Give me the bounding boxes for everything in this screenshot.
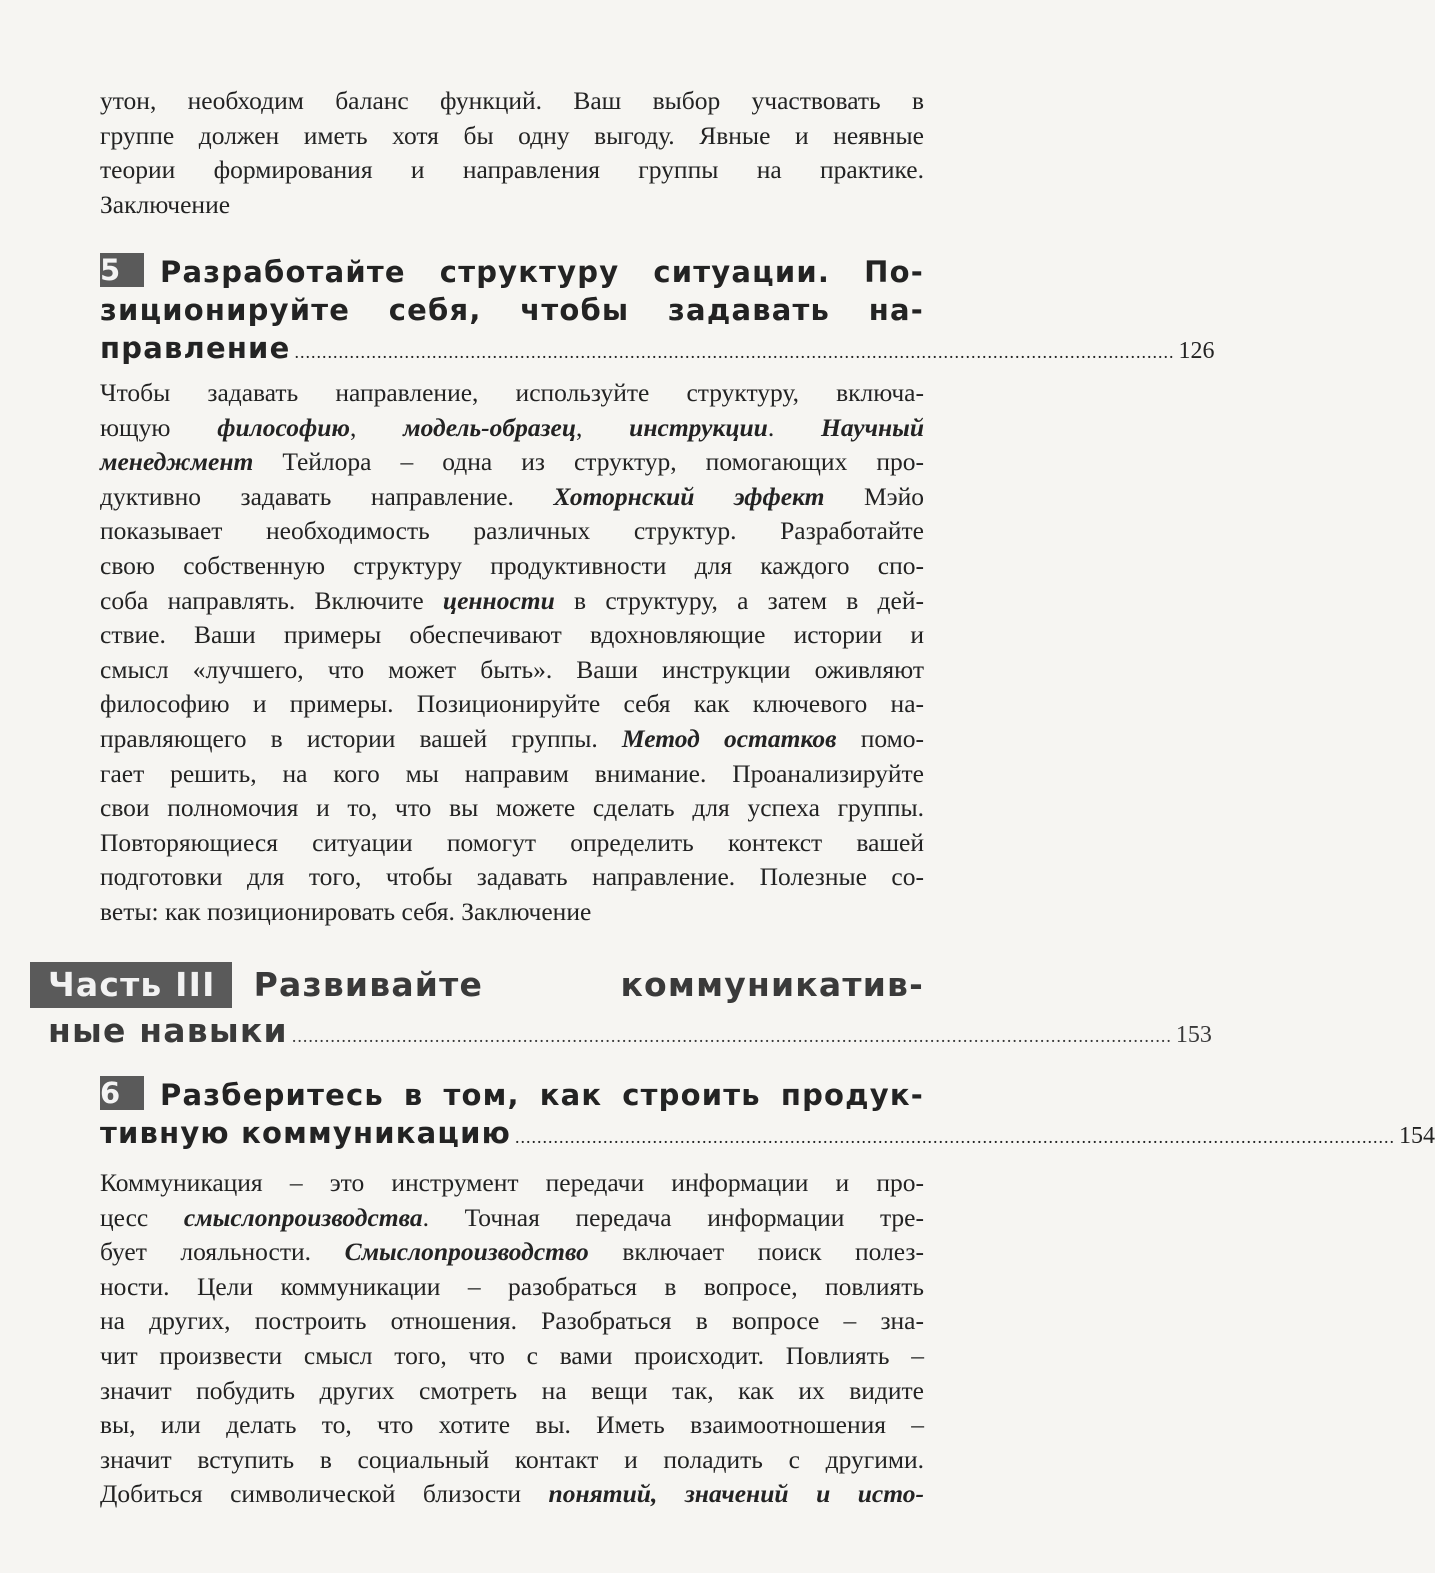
text-line: Чтобы задавать направление, используйте структуру, включа- — [100, 378, 924, 407]
continued-paragraph — [100, 84, 924, 222]
text-line: Коммуникация – это инструмент передачи информации и про- — [100, 1168, 924, 1197]
key-term: Научный — [821, 412, 924, 442]
chapter-title-line: правление — [100, 331, 291, 365]
text-line: группе должен иметь хотя бы одну выгоду. Явные и неявные — [100, 120, 924, 150]
text-line: веты: как позиционировать себя. Заключение — [100, 896, 592, 926]
text-line: значит вступить в социальный контакт и поладить с другими. — [100, 1444, 924, 1474]
text-line: на других, построить отношения. Разобраться в вопросе – зна- — [100, 1306, 924, 1336]
text-line: свою собственную структуру продуктивности для каждого спо- — [100, 550, 924, 580]
text-line: чит произвести смысл того, что с вами происходит. Повлиять – — [100, 1340, 924, 1370]
chapter-6-summary — [100, 1166, 924, 1512]
text-line: соба направлять. Включите ценности в структуру, а затем в дей- — [100, 585, 924, 615]
text-line: подготовки для того, чтобы задавать направление. Полезные со- — [100, 862, 924, 892]
chapter-title-line: Разберитесь в том, как строить продук- — [160, 1078, 924, 1112]
chapter-title-line: Разработайте структуру ситуации. По- — [160, 255, 924, 289]
page-number: 126 — [1178, 338, 1215, 364]
chapter-title-line: зиционируйте себя, чтобы задавать на- — [100, 293, 924, 327]
text-line: ющую философию, модель-образец, инструкции. Научный — [100, 412, 924, 442]
text-line: ности. Цели коммуникации – разобраться в вопросе, повлиять — [100, 1271, 924, 1301]
text-line: смысл «лучшего, что может быть». Ваши инструкции оживляют — [100, 654, 924, 684]
key-term: инструкции — [629, 412, 768, 442]
text-line: философию и примеры. Позиционируйте себя как ключевого на- — [100, 689, 924, 719]
key-term: философию — [217, 412, 351, 442]
chapter-number-badge: 6 — [100, 1076, 144, 1110]
text-line: Заключение — [100, 189, 231, 219]
chapter-number-badge: 5 — [100, 253, 144, 287]
key-term: модель-образец — [403, 412, 577, 442]
text-line: показывает необходимость различных структур. Разработайте — [100, 516, 924, 546]
key-term: менеджмент — [100, 447, 254, 477]
text-line: теории формирования и направления группы на практике. — [100, 155, 924, 185]
text-line: ствие. Ваши примеры обеспечивают вдохновляющие истории и — [100, 620, 924, 650]
key-term: Смыслопроизводство — [344, 1237, 589, 1267]
text-line: вы, или делать то, что хотите вы. Иметь взаимоотношения – — [100, 1410, 924, 1440]
key-term: понятий, значений и исто- — [548, 1479, 924, 1509]
text-line: Повторяющиеся ситуации помогут определить контекст вашей — [100, 827, 924, 857]
chapter-5-heading — [100, 253, 1215, 371]
key-term: Хоторнский эффект — [553, 481, 825, 511]
key-term: Метод остатков — [621, 723, 837, 753]
page-number: 153 — [1175, 1022, 1212, 1048]
leader-dots: ................................................................................................................................................................ — [515, 1127, 1396, 1147]
text-line: бует лояльности. Смыслопроизводство включает поиск полез- — [100, 1237, 924, 1267]
page-number: 154 — [1399, 1123, 1435, 1149]
leader-dots: ................................................................................................................................................................ — [291, 1026, 1172, 1046]
text-line: значит побудить других смотреть на вещи так, как их видите — [100, 1375, 924, 1405]
part-title-line: Развивайте коммуникатив- — [253, 965, 924, 1004]
part-label-badge: Часть III — [30, 962, 232, 1008]
text-line: менеджмент Тейлора – одна из структур, помогающих про- — [100, 447, 924, 477]
text-line: Добиться символической близости понятий, значений и исто- — [100, 1479, 924, 1509]
leader-dots: ................................................................................................................................................................ — [294, 342, 1175, 362]
text-line: утон, необходим баланс функций. Ваш выбор участвовать в — [100, 86, 924, 115]
text-line: дуктивно задавать направление. Хоторнский эффект Мэйо — [100, 481, 924, 511]
chapter-6-heading — [100, 1076, 1435, 1156]
part-title-line: ные навыки — [48, 1011, 288, 1050]
key-term: ценности — [442, 585, 555, 615]
chapter-5-summary — [100, 376, 924, 930]
chapter-title-line: тивную коммуникацию — [100, 1116, 512, 1150]
part-3-heading — [30, 962, 1212, 1059]
key-term: смыслопроизводства — [183, 1202, 423, 1232]
text-line: правляющего в истории вашей группы. Метод остатков помо- — [100, 723, 924, 753]
text-line: цесс смыслопроизводства. Точная передача информации тре- — [100, 1202, 924, 1232]
text-line: гает решить, на кого мы направим внимание. Проанализируйте — [100, 758, 924, 788]
text-line: свои полномочия и то, что вы можете сделать для успеха группы. — [100, 793, 924, 823]
